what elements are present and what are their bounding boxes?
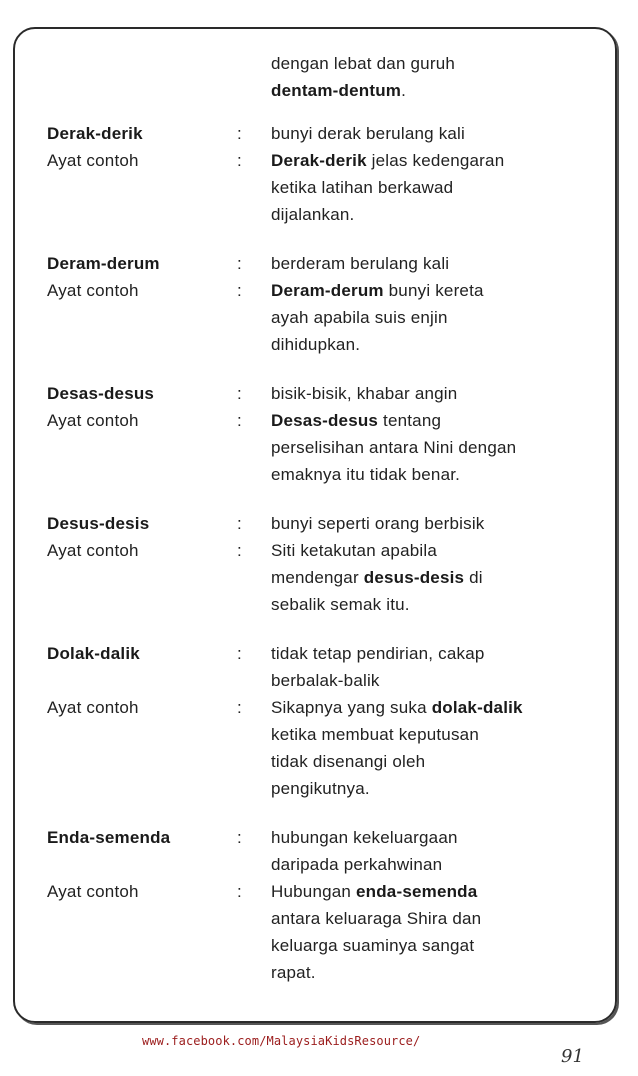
- separator-colon: :: [237, 514, 242, 533]
- example-label: Ayat contoh: [47, 882, 139, 901]
- example-text: ayah apabila suis enjin: [271, 308, 448, 327]
- example-text: perselisihan antara Nini dengan: [271, 438, 517, 457]
- example-line: [271, 694, 607, 721]
- example-line: [271, 201, 607, 228]
- example-bold-term: Desas-desus: [271, 411, 379, 430]
- example-text: mendengar: [271, 568, 364, 587]
- definition-line: daripada perkahwinan: [271, 855, 443, 874]
- example-line: [271, 304, 607, 331]
- example-row: [47, 277, 607, 358]
- term-word: Deram-derum: [47, 254, 160, 273]
- definition-line: bunyi derak berulang kali: [271, 124, 466, 143]
- example-text: bunyi kereta: [383, 281, 484, 300]
- example-row: [47, 147, 607, 228]
- example-sentence: [271, 878, 607, 986]
- definition-line: tidak tetap pendirian, cakap: [271, 644, 485, 663]
- example-line: [271, 959, 607, 986]
- example-line: [271, 434, 607, 461]
- example-bold-term: dolak-dalik: [431, 698, 523, 717]
- term-row: [47, 510, 607, 537]
- definition-text: [271, 640, 607, 694]
- term-row: [47, 380, 607, 407]
- example-line: [271, 331, 607, 358]
- entry-list: [47, 120, 607, 986]
- term-word: Desas-desus: [47, 384, 155, 403]
- glossary-entry: [47, 380, 607, 488]
- definition-text: [271, 510, 607, 537]
- separator-colon: :: [237, 828, 242, 847]
- example-line: [271, 537, 607, 564]
- footer-url[interactable]: www.facebook.com/MalaysiaKidsResource/: [142, 1034, 421, 1048]
- definition-line: berbalak-balik: [271, 671, 380, 690]
- example-text: Hubungan: [271, 882, 356, 901]
- example-text: dihidupkan.: [271, 335, 361, 354]
- example-line: [271, 878, 607, 905]
- example-text: rapat.: [271, 963, 316, 982]
- example-row: [47, 407, 607, 488]
- separator-colon: :: [237, 254, 242, 273]
- example-text: tidak disenangi oleh: [271, 752, 426, 771]
- example-row: [47, 878, 607, 986]
- example-line: [271, 407, 607, 434]
- definition-text: [271, 120, 607, 147]
- example-bold-term: desus-desis: [363, 568, 465, 587]
- glossary-entry: [47, 640, 607, 802]
- definition-line: hubungan kekeluargaan: [271, 828, 458, 847]
- glossary-content: [47, 50, 607, 1008]
- example-text: Sikapnya yang suka: [271, 698, 432, 717]
- glossary-entry: [47, 250, 607, 358]
- example-text: jelas kedengaran: [366, 151, 505, 170]
- separator-colon: :: [237, 644, 242, 663]
- example-line: [271, 147, 607, 174]
- example-line: [271, 174, 607, 201]
- term-word: Dolak-dalik: [47, 644, 140, 663]
- example-line: [271, 775, 607, 802]
- definition-line: bisik-bisik, khabar angin: [271, 384, 458, 403]
- term-word: Desus-desis: [47, 514, 150, 533]
- term-word: Derak-derik: [47, 124, 143, 143]
- example-label: Ayat contoh: [47, 411, 139, 430]
- separator-colon: :: [237, 698, 242, 717]
- separator-colon: :: [237, 411, 242, 430]
- example-bold-term: enda-semenda: [355, 882, 478, 901]
- example-line: [271, 748, 607, 775]
- example-sentence: [271, 407, 607, 488]
- separator-colon: :: [237, 124, 242, 143]
- example-row: [47, 537, 607, 618]
- continuation-text: [271, 50, 607, 104]
- definition-text: [271, 250, 607, 277]
- example-line: [271, 564, 607, 591]
- example-sentence: [271, 694, 607, 802]
- example-text: antara keluaraga Shira dan: [271, 909, 482, 928]
- example-text: tentang: [378, 411, 442, 430]
- term-row: [47, 250, 607, 277]
- example-text: keluarga suaminya sangat: [271, 936, 475, 955]
- example-row: [47, 694, 607, 802]
- separator-colon: :: [237, 384, 242, 403]
- example-line: [271, 932, 607, 959]
- example-line: [271, 461, 607, 488]
- example-bold-term: Deram-derum: [271, 281, 384, 300]
- example-text: ketika membuat keputusan: [271, 725, 479, 744]
- term-row: [47, 640, 607, 694]
- example-line: [271, 721, 607, 748]
- separator-colon: :: [237, 541, 242, 560]
- term-row: [47, 824, 607, 878]
- example-text: di: [464, 568, 483, 587]
- definition-text: [271, 380, 607, 407]
- separator-colon: :: [237, 882, 242, 901]
- page-number: 91: [561, 1046, 584, 1067]
- glossary-entry: [47, 510, 607, 618]
- example-text: Siti ketakutan apabila: [271, 541, 438, 560]
- glossary-entry: [47, 824, 607, 986]
- example-sentence: [271, 537, 607, 618]
- example-text: emaknya itu tidak benar.: [271, 465, 461, 484]
- continuation-line-1: dengan lebat dan guruh: [271, 54, 456, 73]
- example-label: Ayat contoh: [47, 698, 139, 717]
- example-label: Ayat contoh: [47, 151, 139, 170]
- example-line: [271, 277, 607, 304]
- definition-line: berderam berulang kali: [271, 254, 450, 273]
- example-text: ketika latihan berkawad: [271, 178, 454, 197]
- definition-text: [271, 824, 607, 878]
- continuation-period: .: [401, 81, 407, 100]
- example-text: pengikutnya.: [271, 779, 370, 798]
- separator-colon: :: [237, 151, 242, 170]
- example-line: [271, 905, 607, 932]
- definition-line: bunyi seperti orang berbisik: [271, 514, 485, 533]
- example-line: [271, 591, 607, 618]
- continuation-bold-term: dentam-dentum: [271, 81, 402, 100]
- example-bold-term: Derak-derik: [271, 151, 367, 170]
- example-label: Ayat contoh: [47, 541, 139, 560]
- example-sentence: [271, 147, 607, 228]
- example-label: Ayat contoh: [47, 281, 139, 300]
- example-text: sebalik semak itu.: [271, 595, 410, 614]
- glossary-entry: [47, 120, 607, 228]
- example-text: dijalankan.: [271, 205, 355, 224]
- example-sentence: [271, 277, 607, 358]
- term-row: [47, 120, 607, 147]
- continuation-line-2: [271, 77, 607, 104]
- separator-colon: :: [237, 281, 242, 300]
- term-word: Enda-semenda: [47, 828, 171, 847]
